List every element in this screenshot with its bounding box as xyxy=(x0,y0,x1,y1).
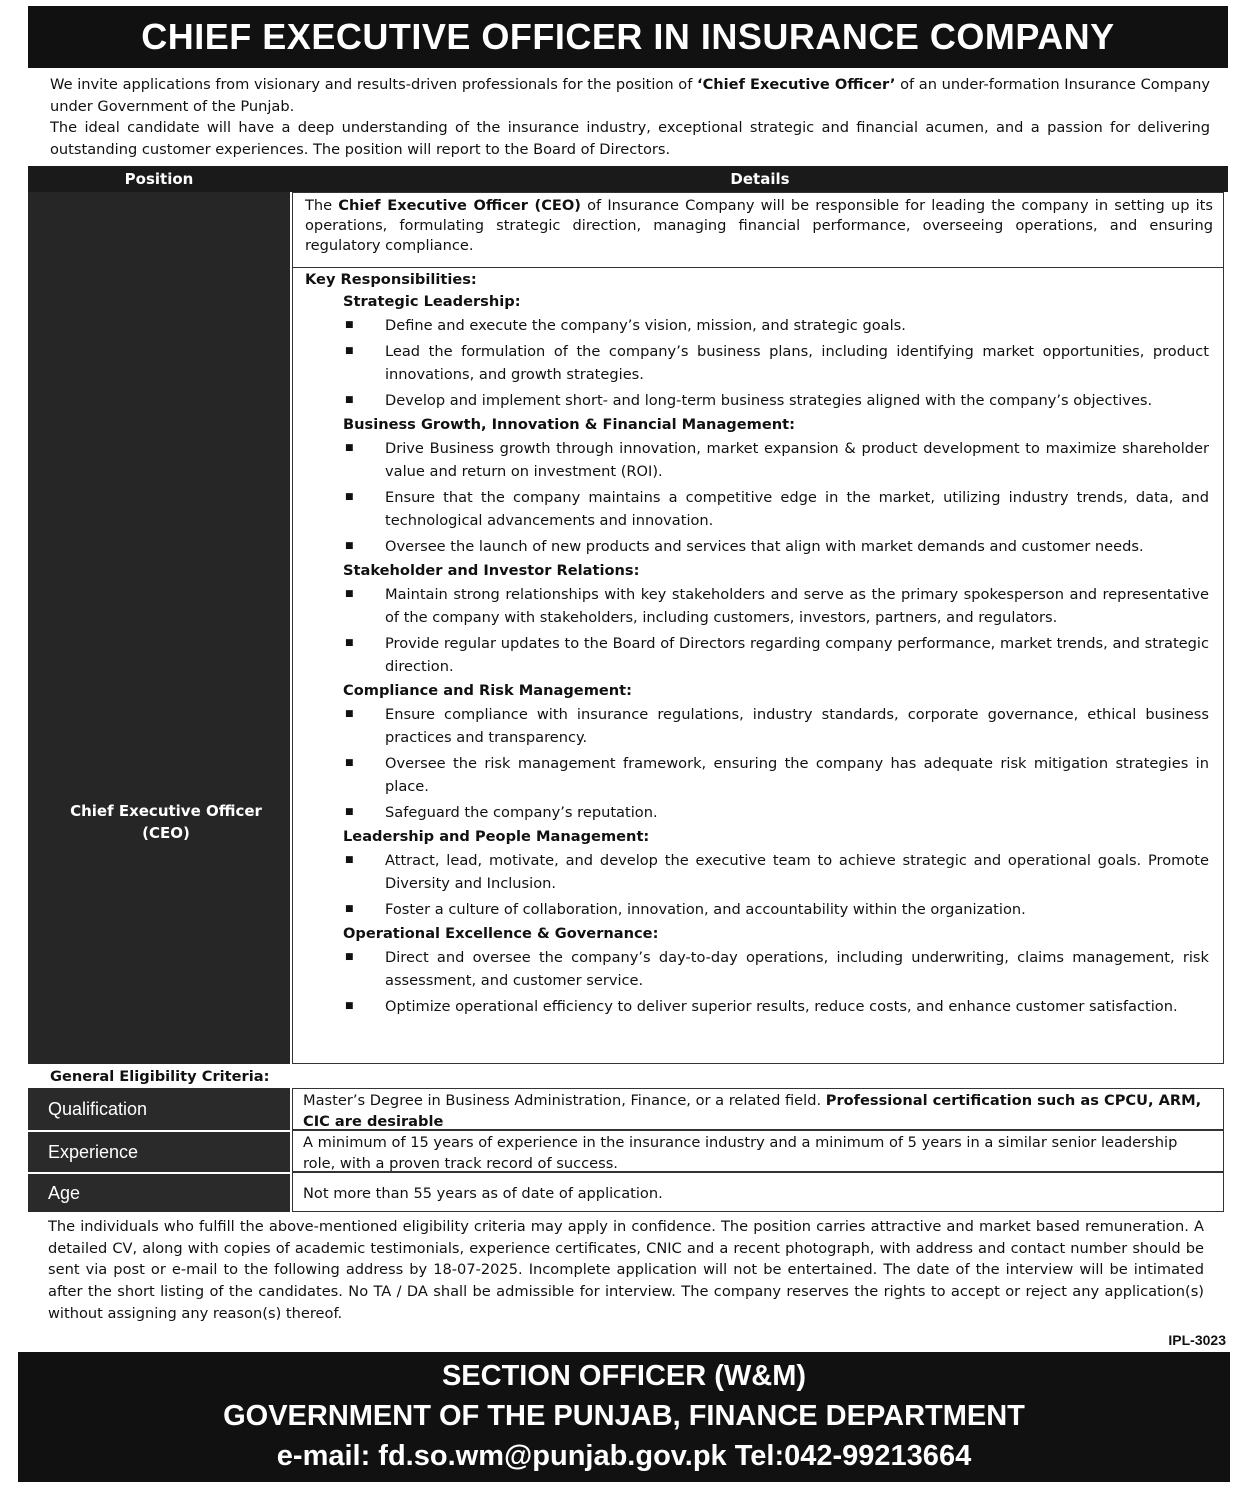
list-item: ■ Attract, lead, motivate, and develop the executive team to achieve strategic and operational goals. Promote Diversity and Inclusion. xyxy=(385,849,1209,895)
summary-bold: Chief Executive Officer (CEO) xyxy=(338,197,581,214)
qualification-bold: Professional certification such as CPCU, ARM, CIC are desirable xyxy=(303,1092,1202,1130)
summary-after: of Insurance Company will be responsible for leading the company in setting up its operations, formulating strategic direction, managing financial performance, overseeing operations, and ensuring regulatory compliance. xyxy=(305,197,1213,254)
footer-line-1: SECTION OFFICER (W&M) xyxy=(441,1360,807,1392)
footer-line-3: e-mail: fd.so.wm@punjab.gov.pk Tel:042-99213664 xyxy=(276,1440,972,1472)
bullet-list xyxy=(305,437,1209,558)
footer-contact xyxy=(18,1352,1230,1482)
section-heading: Business Growth, Innovation & Financial Management: xyxy=(343,416,795,433)
responsibilities xyxy=(292,268,1224,1064)
list-item: ■ Provide regular updates to the Board of Directors regarding company performance, market trends, and strategic direction. xyxy=(385,632,1209,678)
list-item: ■ Oversee the risk management framework, ensuring the company has adequate risk mitigation strategies in place. xyxy=(385,752,1209,798)
age-value: Not more than 55 years as of date of application. xyxy=(292,1172,1224,1212)
bullet-list xyxy=(305,703,1209,824)
intro-paragraph-2: The ideal candidate will have a deep understanding of the insurance industry, exceptional strategic and financial acumen, and a passion for delivering outstanding customer experiences. The position will report to the Board of Directors. xyxy=(50,119,1210,158)
footer-line-2: GOVERNMENT OF THE PUNJAB, FINANCE DEPARTMENT xyxy=(223,1400,1025,1432)
section-heading: Strategic Leadership: xyxy=(343,293,521,310)
list-item: ■ Maintain strong relationships with key stakeholders and serve as the primary spokesperson and representative of the company with stakeholders, including customers, investors, partners, and regulators. xyxy=(385,583,1209,629)
list-item: ■ Direct and oversee the company’s day-to-day operations, including underwriting, claims management, risk assessment, and customer service. xyxy=(385,946,1209,992)
experience-label: Experience xyxy=(28,1132,290,1172)
intro-p1-bold: ‘Chief Executive Officer’ xyxy=(697,76,896,93)
closing-paragraph: The individuals who fulfill the above-mentioned eligibility criteria may apply in confidence. The position carries attractive and market based remuneration. A detailed CV, along with copies of academic testimonials, experience certificates, CNIC and a recent photograph, with address and contact number should be sent via post or e-mail to the following address by 18-07-2025. Incomplete application will not be entertained. The date of the interview will be intimated after the short listing of the candidates. No TA / DA shall be admissible for interview. The company reserves the rights to accept or reject any application(s) without assigning any reason(s) thereof. xyxy=(48,1218,1204,1322)
section-heading: Stakeholder and Investor Relations: xyxy=(343,562,640,579)
bullet-list xyxy=(305,946,1209,1018)
list-item: ■ Foster a culture of collaboration, innovation, and accountability within the organization. xyxy=(385,898,1209,921)
column-header-position: Position xyxy=(124,170,194,188)
list-item: ■ Develop and implement short- and long-term business strategies aligned with the company’s objectives. xyxy=(385,389,1209,412)
role-summary xyxy=(292,192,1224,268)
column-header-details: Details xyxy=(730,170,790,188)
list-item: ■ Oversee the launch of new products and services that align with market demands and customer needs. xyxy=(385,535,1209,558)
position-label xyxy=(28,800,304,844)
list-item: ■ Drive Business growth through innovation, market expansion & product development to maximize shareholder value and return on investment (ROI). xyxy=(385,437,1209,483)
intro-text xyxy=(50,74,1210,160)
position-label-line-2: (CEO) xyxy=(142,824,190,842)
key-responsibilities-heading: Key Responsibilities: xyxy=(305,271,477,288)
age-label: Age xyxy=(28,1174,290,1212)
position-column xyxy=(28,192,290,1064)
list-item: ■ Define and execute the company’s vision, mission, and strategic goals. xyxy=(385,314,1209,337)
page-title: CHIEF EXECUTIVE OFFICER IN INSURANCE COMPANY xyxy=(28,6,1228,68)
qualification-plain: Master’s Degree in Business Administration, Finance, or a related field. xyxy=(303,1092,826,1109)
section-heading: Operational Excellence & Governance: xyxy=(343,925,659,942)
experience-value: A minimum of 15 years of experience in the insurance industry and a minimum of 5 years in a similar senior leadership role, with a proven track record of success. xyxy=(292,1130,1224,1172)
bullet-list xyxy=(305,849,1209,921)
list-item: ■ Ensure that the company maintains a competitive edge in the market, utilizing industry trends, data, and technological advancements and innovation. xyxy=(385,486,1209,532)
section-heading: Leadership and People Management: xyxy=(343,828,650,845)
section-heading: Compliance and Risk Management: xyxy=(343,682,632,699)
bullet-list xyxy=(305,314,1209,412)
table-header xyxy=(28,166,1228,192)
list-item: ■ Ensure compliance with insurance regulations, industry standards, corporate governance, ethical business practices and transparency. xyxy=(385,703,1209,749)
list-item: ■ Optimize operational efficiency to deliver superior results, reduce costs, and enhance customer satisfaction. xyxy=(385,995,1209,1018)
intro-p1-after: of an under-formation Insurance Company under Government of the Punjab. xyxy=(50,76,1210,115)
position-label-line-1: Chief Executive Officer xyxy=(70,802,262,820)
qualification-label: Qualification xyxy=(28,1088,290,1130)
list-item: ■ Lead the formulation of the company’s business plans, including identifying market opportunities, product innovations, and growth strategies. xyxy=(385,340,1209,386)
list-item: ■ Safeguard the company’s reputation. xyxy=(385,801,1209,824)
reference-code: IPL-3023 xyxy=(1168,1332,1226,1348)
summary-before: The xyxy=(305,197,339,214)
eligibility-heading: General Eligibility Criteria: xyxy=(50,1068,270,1085)
qualification-value xyxy=(292,1088,1224,1130)
intro-p1-before: We invite applications from visionary and results-driven professionals for the position of xyxy=(50,76,698,93)
intro-paragraph-1 xyxy=(50,74,1210,117)
bullet-list xyxy=(305,583,1209,678)
